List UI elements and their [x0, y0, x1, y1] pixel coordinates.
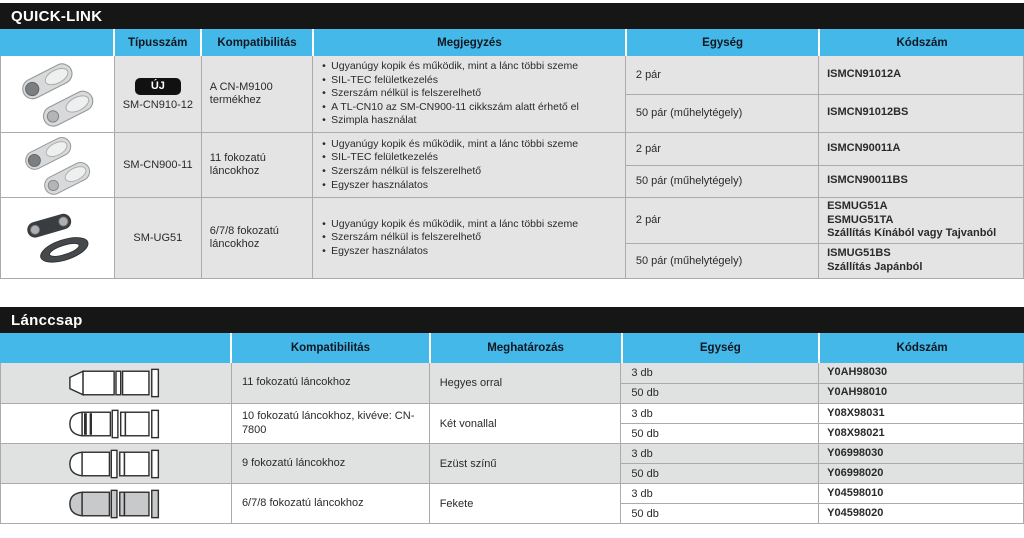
- lanccsap-table-body: [0, 363, 1024, 524]
- header-megjegyzes: Megjegyzés: [312, 29, 625, 56]
- notes-cell: [312, 133, 625, 197]
- variant-row: [621, 404, 1023, 423]
- header-image-column: [0, 333, 230, 363]
- quick-link-table-body: [0, 56, 1024, 279]
- quick-link-section-bar: [0, 3, 1024, 29]
- quick-link-table-header: [0, 29, 1024, 56]
- note-item: • Szerszám nélkül is felszerelhető: [321, 165, 617, 179]
- compatibility-cell: [201, 56, 312, 132]
- unit-cell: 2 pár: [635, 214, 661, 227]
- code-cell: [818, 133, 1023, 165]
- code-cell: Y0AH98010: [818, 384, 1023, 404]
- unit-cell: 2 pár: [635, 142, 661, 155]
- code-cell: Y08X98031: [818, 404, 1023, 423]
- type-number: SM-CN910-12: [122, 98, 193, 111]
- table-row: [1, 483, 1023, 523]
- compatibility-text: 9 fokozatú láncokhoz: [241, 456, 346, 469]
- header-kodszam: Kódszám: [818, 29, 1024, 56]
- quick-link-photo: [9, 60, 105, 128]
- compatibility-text: 6/7/8 fokozatú láncokhoz: [209, 224, 279, 250]
- code-cell: Y06998020: [818, 464, 1023, 483]
- compatibility-cell: [231, 363, 429, 403]
- pin-image-cell: [1, 363, 231, 403]
- header-meghatarozas: Meghatározás: [429, 333, 621, 363]
- header-kompatibilitas: Kompatibilitás: [200, 29, 312, 56]
- variant-row: [621, 463, 1023, 483]
- unit-cell: 50 db: [631, 467, 659, 480]
- unit-cell: 3 db: [631, 447, 653, 460]
- code-cell: Y04598010: [818, 484, 1023, 503]
- definition-cell: [429, 404, 621, 443]
- variant-row: [626, 94, 1023, 133]
- code-cell: [818, 56, 1023, 94]
- unit-cell: 3 db: [631, 366, 653, 379]
- note-item: • A TL-CN10 az SM-CN900-11 cikkszám alatt érhető el: [321, 101, 617, 115]
- variant-row: [621, 383, 1023, 404]
- pin-image-cell: [1, 484, 231, 523]
- variant-row: [621, 363, 1023, 383]
- chain-pin-drawing-two-lines: [64, 408, 168, 440]
- code-cell: [818, 244, 1023, 278]
- table-row: [1, 363, 1023, 403]
- variant-row: [621, 503, 1023, 523]
- variant-row: [626, 198, 1023, 243]
- type-number: SM-UG51: [133, 232, 183, 244]
- definition-cell: [429, 484, 621, 523]
- compatibility-cell: [231, 484, 429, 523]
- variants-cell: [620, 363, 1023, 403]
- code-line: ISMCN91012BS: [827, 106, 909, 119]
- code-cell: [818, 166, 1023, 198]
- chain-pin-drawing-pointed: [64, 367, 168, 399]
- variant-row: [626, 56, 1023, 94]
- compatibility-text: 6/7/8 fokozatú láncokhoz: [241, 496, 364, 509]
- type-cell: [114, 198, 201, 278]
- type-cell: [114, 56, 201, 132]
- code-cell: [818, 95, 1023, 133]
- code-cell: Y0AH98030: [818, 363, 1023, 383]
- unit-cell: 50 db: [631, 387, 659, 400]
- definition-text: Ezüst színű: [439, 457, 497, 470]
- compatibility-text: A CN-M9100 termékhez: [209, 80, 273, 106]
- quick-link-section-title: QUICK-LINK: [11, 7, 103, 25]
- master-link-photo: [11, 206, 103, 270]
- compatibility-text: 11 fokozatú láncokhoz: [241, 376, 351, 389]
- header-kodszam: Kódszám: [818, 333, 1024, 363]
- code-cell: Y06998030: [818, 444, 1023, 463]
- variant-row: [621, 423, 1023, 443]
- section-gap: [0, 279, 1024, 307]
- header-egyseg: Egység: [621, 333, 819, 363]
- table-row: [1, 197, 1023, 278]
- notes-cell: [312, 56, 625, 132]
- note-item: • Egyszer használatos: [321, 245, 617, 259]
- definition-text: Két vonallal: [439, 417, 497, 430]
- code-cell: [818, 198, 1023, 243]
- code-line: ISMCN90011A: [827, 141, 901, 154]
- unit-cell: 2 pár: [635, 68, 661, 81]
- compatibility-text: 11 fokozatú láncokhoz: [209, 151, 266, 177]
- header-tipusszam: Típusszám: [113, 29, 200, 56]
- type-cell: [114, 133, 201, 197]
- quick-link-photo: [12, 134, 102, 196]
- compatibility-cell: [231, 404, 429, 443]
- note-item: • SIL-TEC felületkezelés: [321, 74, 617, 88]
- compatibility-text: 10 fokozatú láncokhoz, kivéve: CN-7800: [241, 410, 415, 436]
- unit-cell: 50 pár (műhelytégely): [635, 175, 743, 188]
- definition-cell: [429, 444, 621, 483]
- code-line: Szállítás Japánból: [827, 260, 923, 273]
- compatibility-cell: [201, 133, 312, 197]
- note-item: • Ugyanúgy kopik és működik, mint a lánc többi szeme: [321, 60, 617, 74]
- note-item: • Szerszám nélkül is felszerelhető: [321, 231, 617, 245]
- note-item: • Ugyanúgy kopik és működik, mint a lánc többi szeme: [321, 218, 617, 232]
- variants-cell: [625, 198, 1023, 278]
- variant-row: [626, 243, 1023, 278]
- code-line: ISMUG51BS: [827, 247, 891, 260]
- variant-row: [626, 133, 1023, 165]
- code-line: ISMCN90011BS: [827, 174, 908, 187]
- chain-pin-drawing-silver: [64, 448, 168, 480]
- code-line: ISMCN91012A: [827, 67, 902, 80]
- note-item: • Szerszám nélkül is felszerelhető: [321, 87, 617, 101]
- variants-cell: [625, 133, 1023, 197]
- note-item: • Szimpla használat: [321, 114, 617, 128]
- definition-text: Hegyes orral: [439, 377, 503, 389]
- unit-cell: 3 db: [631, 487, 653, 500]
- chain-pin-drawing-black: [64, 488, 168, 520]
- unit-cell: 3 db: [631, 407, 653, 420]
- product-image-cell: [1, 56, 114, 132]
- compatibility-cell: [201, 198, 312, 278]
- notes-cell: [312, 198, 625, 278]
- unit-cell: 50 pár (műhelytégely): [635, 107, 743, 120]
- note-item: • SIL-TEC felületkezelés: [321, 151, 617, 165]
- code-cell: Y08X98021: [818, 424, 1023, 443]
- code-line: Szállítás Kínából vagy Tajvanból: [827, 227, 997, 240]
- header-egyseg: Egység: [625, 29, 818, 56]
- type-number: SM-CN900-11: [123, 159, 193, 171]
- lanccsap-section-bar: [0, 307, 1024, 333]
- variants-cell: [620, 404, 1023, 443]
- definition-text: Fekete: [439, 497, 474, 510]
- variants-cell: [620, 484, 1023, 523]
- table-row: [1, 403, 1023, 443]
- header-image-column: [0, 29, 113, 56]
- table-row: [1, 132, 1023, 197]
- header-kompatibilitas: Kompatibilitás: [230, 333, 428, 363]
- unit-cell: 50 pár (műhelytégely): [635, 254, 743, 267]
- code-cell: Y04598020: [818, 504, 1023, 523]
- variant-row: [621, 484, 1023, 503]
- pin-image-cell: [1, 404, 231, 443]
- variant-row: [621, 444, 1023, 463]
- table-row: [1, 443, 1023, 483]
- variant-row: [626, 165, 1023, 198]
- table-row: [1, 56, 1023, 132]
- pin-image-cell: [1, 444, 231, 483]
- product-image-cell: [1, 198, 114, 278]
- note-item: • Egyszer használatos: [321, 179, 617, 193]
- compatibility-cell: [231, 444, 429, 483]
- code-line: ESMUG51A: [827, 200, 888, 213]
- unit-cell: 50 db: [631, 507, 659, 520]
- variants-cell: [625, 56, 1023, 132]
- definition-cell: [429, 363, 621, 403]
- note-item: • Ugyanúgy kopik és működik, mint a lánc többi szeme: [321, 138, 617, 152]
- variants-cell: [620, 444, 1023, 483]
- new-badge: ÚJ: [135, 78, 181, 95]
- lanccsap-table-header: [0, 333, 1024, 363]
- code-line: ESMUG51TA: [827, 213, 894, 226]
- lanccsap-section-title: Lánccsap: [11, 311, 83, 329]
- product-image-cell: [1, 133, 114, 197]
- unit-cell: 50 db: [631, 427, 659, 440]
